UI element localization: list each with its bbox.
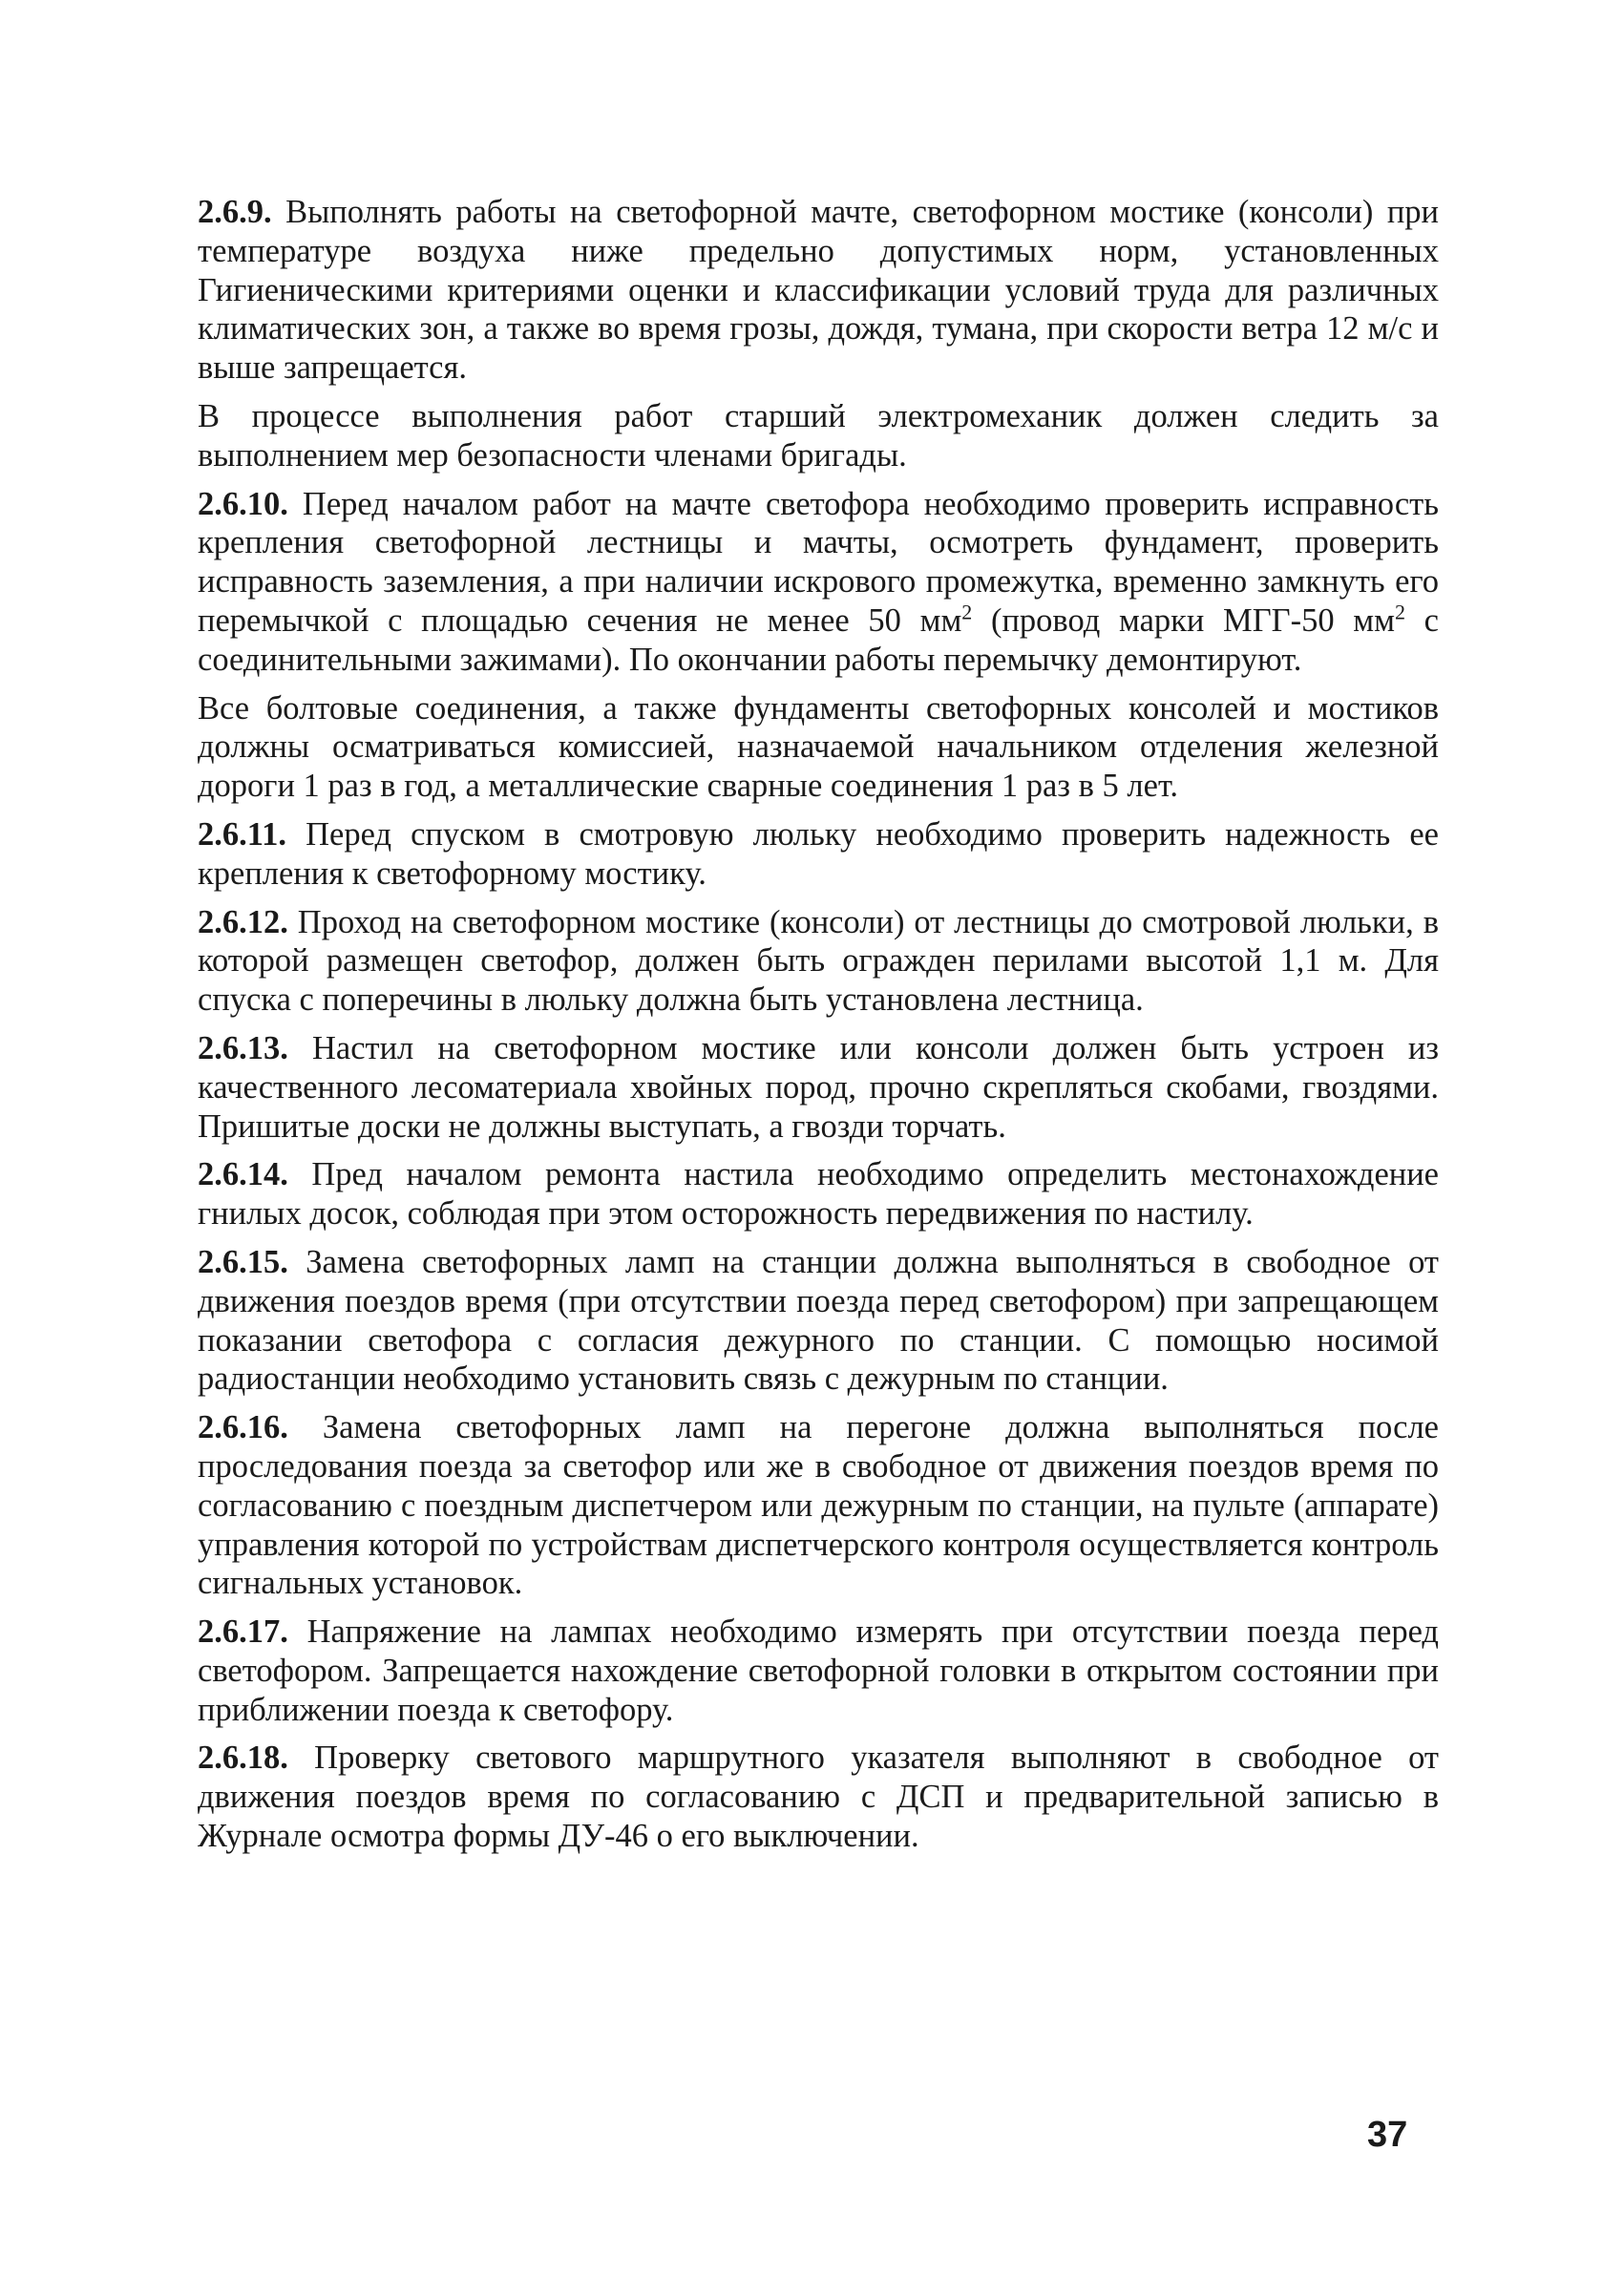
paragraph-2-6-11 [198,815,1439,894]
clause-number: 2.6.13. [198,1029,288,1066]
document-body [198,193,1439,1866]
paragraph-text: Замена светофорных ламп на перегоне должна выполняться после проследования поезда за светофор или же в свободное от движения поездов время по согласованию с поездным диспетчером или дежурным по станции, на пульте (аппарате) управления которой по устройствам диспетчерского контроля осуществляется контроль сигнальных установок. [198,1409,1439,1602]
paragraph-text: Замена светофорных ламп на станции должна выполняться в свободное от движения поездов время (при отсутствии поезда перед светофором) при запрещающем показании светофора с согласия дежурного по станции. С помощью носимой радиостанции необходимо установить связь с дежурным по станции. [198,1243,1439,1398]
paragraph-text: Напряжение на лампах необходимо измерять при отсутствии поезда перед светофором. Запрещается нахождение светофорной головки в открытом состоянии при приближении поезда к светофору. [198,1613,1439,1728]
paragraph-text: с соединительными зажимами). По окончании работы перемычку демонтируют. [198,601,1439,678]
superscript: 2 [961,600,973,624]
paragraph-text: Перед спуском в смотровую люльку необходимо проверить надежность ее крепления к светофорному мостику. [198,815,1439,892]
paragraph-2-6-16 [198,1408,1439,1603]
paragraph-2-6-14 [198,1155,1439,1233]
paragraph-2-6-17 [198,1613,1439,1729]
clause-number: 2.6.11. [198,815,286,853]
paragraph-text: Перед началом работ на мачте светофора необходимо проверить исправность крепления светофорной лестницы и мачты, осмотреть фундамент, проверить исправность заземления, а при наличии искрового промежутка, временно замкнуть его перемычкой с площадью сечения не менее 50 мм [198,485,1439,639]
paragraph-2-6-15 [198,1243,1439,1399]
paragraph-2-6-10 [198,485,1439,680]
page-number: 37 [1367,2115,1408,2155]
paragraph-text: Выполнять работы на светофорной мачте, светофорном мостике (консоли) при температуре воздуха ниже предельно допустимых норм, установленных Гигиеническими критериями оценки и классификации условий труда для различных климатических зон, а также во время грозы, дождя, тумана, при скорости ветра 12 м/с и выше запрещается. [198,194,1439,387]
paragraph-2-6-9 [198,193,1439,388]
clause-number: 2.6.18. [198,1739,288,1777]
paragraph-text: (провод марки МГГ-50 мм [972,601,1395,639]
paragraph-text: Проход на светофорном мостике (консоли) от лестницы до смотровой люльки, в которой размещен светофор, должен быть огражден перилами высотой 1,1 м. Для спуска с поперечины в люльку должна быть установлена лестница. [198,903,1439,1019]
paragraph-2-6-12 [198,903,1439,1020]
paragraph-2-6-13 [198,1029,1439,1146]
clause-number: 2.6.15. [198,1243,288,1280]
clause-number: 2.6.14. [198,1156,288,1193]
paragraph-text: Все болтовые соединения, а также фундаменты светофорных консолей и мостиков должны осматриваться комиссией, назначаемой начальником отделения железной дороги 1 раз в год, а металлические сварные соединения 1 раз в 5 лет. [198,689,1439,805]
paragraph-bolted-connections [198,689,1439,806]
clause-number: 2.6.17. [198,1613,288,1651]
paragraph-text: В процессе выполнения работ старший электромеханик должен следить за выполнением мер безопасности членами бригады. [198,397,1439,474]
clause-number: 2.6.9. [198,194,272,230]
paragraph-2-6-18 [198,1739,1439,1855]
clause-number: 2.6.10. [198,485,288,522]
clause-number: 2.6.16. [198,1409,288,1446]
clause-number: 2.6.12. [198,903,288,940]
paragraph-supervision [198,397,1439,475]
superscript: 2 [1394,600,1405,624]
paragraph-text: Проверку светового маршрутного указателя выполняют в свободное от движения поездов время по согласованию с ДСП и предварительной записью в Журнале осмотра формы ДУ-46 о его выключении. [198,1739,1439,1855]
paragraph-text: Пред началом ремонта настила необходимо определить местонахождение гнилых досок, соблюдая при этом осторожность передвижения по настилу. [198,1156,1439,1233]
paragraph-text: Настил на светофорном мостике или консоли должен быть устроен из качественного лесоматериала хвойных пород, прочно скрепляться скобами, гвоздями. Пришитые доски не должны выступать, а гвозди торчать. [198,1029,1439,1145]
